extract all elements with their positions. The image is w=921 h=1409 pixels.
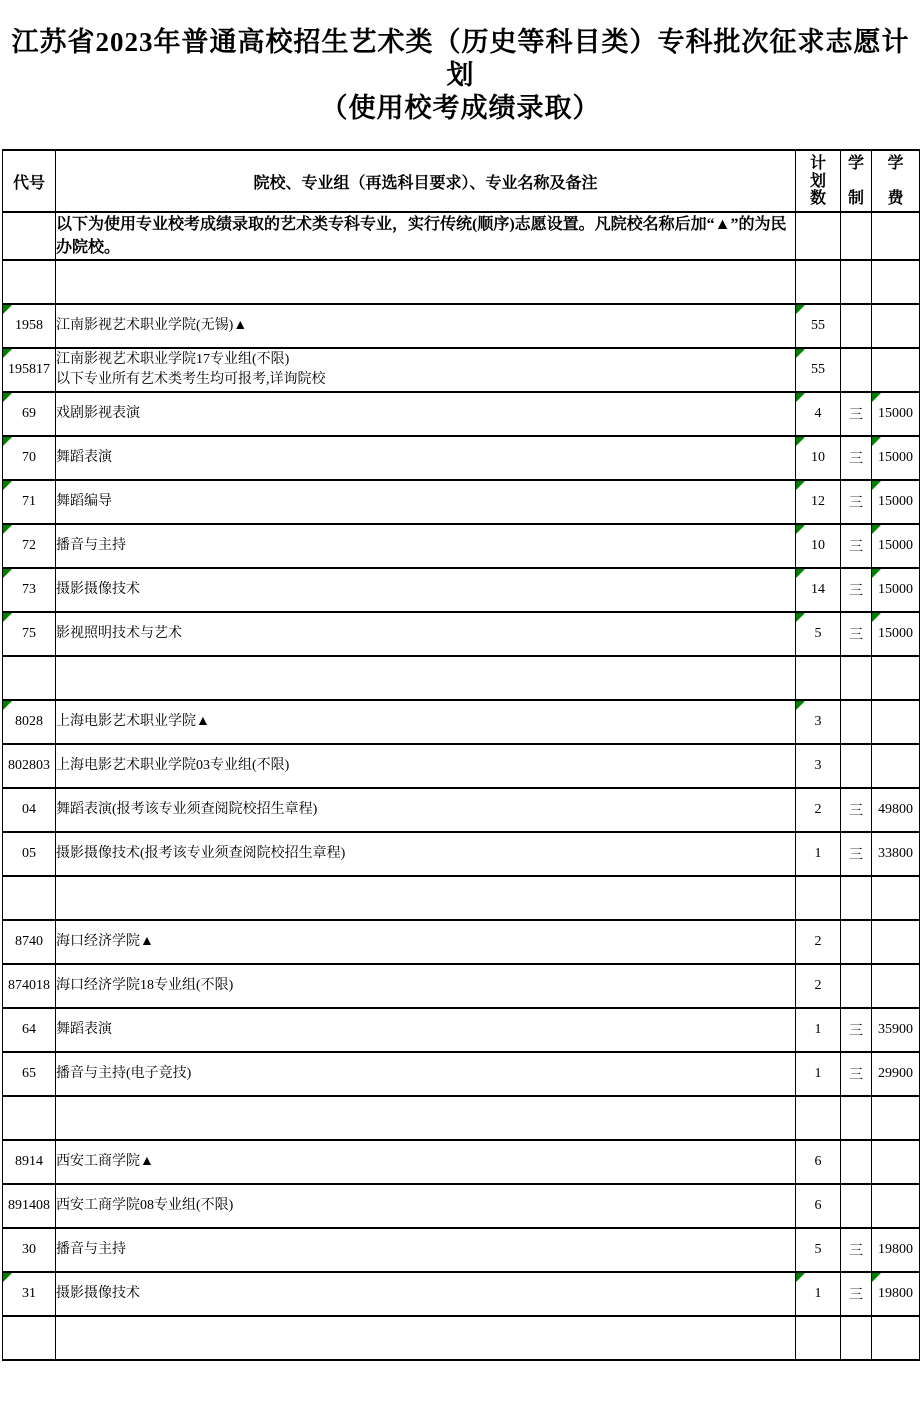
cell-plan [796,1316,841,1360]
name-value: 海口经济学院▲ [56,934,154,949]
header-main: 院校、专业组（再选科目要求）、专业名称及备注 [56,150,796,212]
plan-value: 10 [811,450,825,465]
cell-name [56,1140,796,1184]
blank-row [3,1316,920,1360]
green-corner-marker-icon [796,569,805,578]
cell-name [56,304,796,348]
duration-value: 三 [849,1244,863,1259]
cell-plan [796,700,841,744]
cell-fee [872,436,920,480]
fee-value: 15000 [878,582,913,597]
name-value: 摄影摄像技术 [56,1286,140,1301]
group-row [3,744,920,788]
major-row [3,436,920,480]
fee-value: 35900 [878,1022,913,1037]
cell-duration [841,1316,872,1360]
cell-code [3,656,56,700]
table-body [3,212,920,1360]
cell-fee [872,348,920,392]
green-corner-marker-icon [3,481,12,490]
duration-value: 三 [849,1288,863,1303]
cell-plan [796,304,841,348]
name-value: 上海电影艺术职业学院▲ [56,714,210,729]
code-value: 30 [22,1242,36,1257]
cell-name [56,1272,796,1316]
cell-fee [872,304,920,348]
blank-row [3,876,920,920]
plan-value: 12 [811,494,825,509]
cell-name [56,1316,796,1360]
cell-duration [841,1140,872,1184]
cell-name [56,612,796,656]
fee-value: 15000 [878,494,913,509]
cell-code [3,744,56,788]
name-value: 播音与主持 [56,1242,126,1257]
code-value: 71 [22,494,36,509]
blank-row [3,260,920,304]
green-corner-marker-icon [796,701,805,710]
cell-duration [841,832,872,876]
cell-duration [841,260,872,304]
green-corner-marker-icon [3,437,12,446]
name-value: 舞蹈表演 [56,1022,112,1037]
duration-value: 三 [849,848,863,863]
plan-value: 3 [814,714,822,729]
cell-duration [841,1096,872,1140]
major-row [3,788,920,832]
cell-fee [872,1184,920,1228]
cell-fee [872,1228,920,1272]
cell-plan [796,1008,841,1052]
plan-value: 3 [814,758,822,773]
name-value: 播音与主持 [56,538,126,553]
group-row [3,1184,920,1228]
cell-duration [841,212,872,260]
fee-value: 33800 [878,846,913,861]
header-char: 划 [809,172,826,190]
code-value: 195817 [8,362,50,377]
cell-code [3,524,56,568]
cell-fee [872,612,920,656]
code-value: 70 [22,450,36,465]
header-duration [841,150,872,212]
name-value: 摄影摄像技术 [56,582,140,597]
cell-fee [872,524,920,568]
name-value: 上海电影艺术职业学院03专业组(不限) [56,758,290,773]
group-row [3,348,920,392]
cell-code [3,480,56,524]
green-corner-marker-icon [872,525,881,534]
green-corner-marker-icon [872,393,881,402]
fee-value: 29900 [878,1066,913,1081]
plan-value: 1 [814,1286,822,1301]
cell-code [3,392,56,436]
cell-code [3,304,56,348]
major-row [3,524,920,568]
major-row [3,1008,920,1052]
cell-name [56,788,796,832]
document-title [0,26,921,125]
cell-code [3,1008,56,1052]
cell-duration [841,788,872,832]
fee-value: 15000 [878,626,913,641]
cell-name [56,656,796,700]
cell-plan [796,788,841,832]
code-value: 73 [22,582,36,597]
plan-value: 6 [814,1154,822,1169]
cell-code [3,788,56,832]
cell-fee [872,964,920,1008]
green-corner-marker-icon [796,349,805,358]
cell-name [56,1228,796,1272]
duration-value: 三 [849,584,863,599]
major-row [3,832,920,876]
cell-plan [796,480,841,524]
green-corner-marker-icon [796,525,805,534]
duration-value: 三 [849,496,863,511]
plan-table [2,149,920,1361]
cell-fee [872,1140,920,1184]
cell-code [3,832,56,876]
name-value: 西安工商学院▲ [56,1154,154,1169]
cell-duration [841,392,872,436]
cell-plan [796,832,841,876]
major-row [3,1228,920,1272]
major-row [3,480,920,524]
cell-duration [841,304,872,348]
cell-plan [796,524,841,568]
cell-fee [872,568,920,612]
green-corner-marker-icon [3,701,12,710]
cell-name [56,524,796,568]
plan-value: 10 [811,538,825,553]
name-value: 江南影视艺术职业学院17专业组(不限) [56,352,290,367]
cell-duration [841,612,872,656]
cell-fee [872,788,920,832]
name-value: 播音与主持(电子竞技) [56,1066,192,1081]
cell-fee [872,876,920,920]
cell-plan [796,612,841,656]
cell-fee [872,1008,920,1052]
code-value: 31 [22,1286,36,1301]
cell-fee [872,1316,920,1360]
fee-value: 49800 [878,802,913,817]
code-value: 8740 [15,934,43,949]
group-row [3,964,920,1008]
school-row [3,700,920,744]
plan-value: 14 [811,582,825,597]
cell-code [3,700,56,744]
cell-duration [841,1008,872,1052]
code-value: 69 [22,406,36,421]
green-corner-marker-icon [3,525,12,534]
duration-value: 三 [849,804,863,819]
plan-value: 2 [814,978,822,993]
cell-duration [841,436,872,480]
blank-row [3,1096,920,1140]
green-corner-marker-icon [872,1273,881,1282]
note-text: 以下为使用专业校考成绩录取的艺术类专科专业，实行传统(顺序)志愿设置。凡院校名称后加“▲”的为民办院校。 [56,212,796,260]
major-row [3,568,920,612]
cell-plan [796,348,841,392]
plan-value: 55 [811,362,825,377]
duration-value: 三 [849,1068,863,1083]
fee-value: 15000 [878,406,913,421]
cell-plan [796,212,841,260]
cell-plan [796,260,841,304]
cell-duration [841,876,872,920]
plan-value: 1 [814,1022,822,1037]
plan-value: 55 [811,318,825,333]
fee-value: 19800 [878,1286,913,1301]
plan-value: 2 [814,934,822,949]
major-row [3,1052,920,1096]
green-corner-marker-icon [796,1273,805,1282]
cell-duration [841,656,872,700]
cell-name [56,1096,796,1140]
cell-fee [872,920,920,964]
green-corner-marker-icon [796,481,805,490]
cell-code [3,1228,56,1272]
cell-fee [872,392,920,436]
code-value: 72 [22,538,36,553]
code-value: 8028 [15,714,43,729]
header-fee [872,150,920,212]
cell-fee [872,656,920,700]
name-value: 戏剧影视表演 [56,406,140,421]
duration-value: 三 [849,540,863,555]
major-row [3,392,920,436]
code-value: 05 [22,846,36,861]
plan-value: 5 [814,1242,822,1257]
blank-row [3,656,920,700]
duration-value: 三 [849,628,863,643]
document-title-line1: 江苏省2023年普通高校招生艺术类（历史等科目类）专科批次征求志愿计划 [11,27,910,90]
name-value: 西安工商学院08专业组(不限) [56,1198,234,1213]
name-value: 影视照明技术与艺术 [56,626,182,641]
major-row [3,1272,920,1316]
cell-fee [872,1052,920,1096]
cell-plan [796,920,841,964]
green-corner-marker-icon [872,569,881,578]
school-row [3,1140,920,1184]
cell-plan [796,656,841,700]
cell-fee [872,212,920,260]
cell-name [56,832,796,876]
header-char: 费 [887,190,904,207]
plan-value: 5 [814,626,822,641]
cell-code [3,920,56,964]
green-corner-marker-icon [3,393,12,402]
cell-code [3,1140,56,1184]
cell-name [56,436,796,480]
cell-name [56,876,796,920]
name-value: 江南影视艺术职业学院(无锡)▲ [56,318,248,333]
cell-duration [841,348,872,392]
note-row [3,212,920,260]
code-value: 802803 [8,758,50,773]
cell-code [3,612,56,656]
major-row [3,612,920,656]
cell-fee [872,832,920,876]
cell-duration [841,920,872,964]
code-value: 64 [22,1022,36,1037]
cell-name [56,260,796,304]
cell-duration [841,1184,872,1228]
name-value: 舞蹈编导 [56,494,112,509]
name-value: 海口经济学院18专业组(不限) [56,978,234,993]
green-corner-marker-icon [796,393,805,402]
cell-name [56,568,796,612]
code-value: 8914 [15,1154,43,1169]
green-corner-marker-icon [872,437,881,446]
plan-value: 2 [814,802,822,817]
cell-plan [796,1272,841,1316]
school-row [3,920,920,964]
green-corner-marker-icon [3,613,12,622]
cell-plan [796,876,841,920]
cell-code [3,876,56,920]
name-subnote: 以下专业所有艺术类考生均可报考,详询院校 [56,372,326,387]
cell-duration [841,568,872,612]
cell-name [56,964,796,1008]
cell-plan [796,744,841,788]
cell-name [56,700,796,744]
name-value: 摄影摄像技术(报考该专业须查阅院校招生章程) [56,846,346,861]
header-char: 制 [847,190,864,207]
cell-duration [841,964,872,1008]
green-corner-marker-icon [796,613,805,622]
header-char: 数 [809,190,826,207]
cell-duration [841,1272,872,1316]
cell-fee [872,260,920,304]
school-row [3,304,920,348]
cell-duration [841,1228,872,1272]
cell-fee [872,700,920,744]
document-title-line2: （使用校考成绩录取） [320,93,601,123]
green-corner-marker-icon [3,1273,12,1282]
cell-code [3,1272,56,1316]
cell-plan [796,568,841,612]
header-char: 学 [887,155,904,172]
cell-name [56,392,796,436]
green-corner-marker-icon [872,481,881,490]
cell-duration [841,480,872,524]
name-value: 舞蹈表演 [56,450,112,465]
green-corner-marker-icon [3,305,12,314]
cell-name [56,348,796,392]
code-value: 1958 [15,318,43,333]
code-value: 65 [22,1066,36,1081]
green-corner-marker-icon [872,613,881,622]
cell-duration [841,524,872,568]
cell-duration [841,700,872,744]
name-value: 舞蹈表演(报考该专业须查阅院校招生章程) [56,802,318,817]
cell-plan [796,1096,841,1140]
cell-code [3,436,56,480]
cell-code [3,260,56,304]
cell-name [56,1052,796,1096]
fee-value: 15000 [878,538,913,553]
header-row [3,150,920,212]
cell-plan [796,436,841,480]
cell-duration [841,744,872,788]
cell-code [3,212,56,260]
duration-value: 三 [849,1024,863,1039]
cell-name [56,920,796,964]
cell-plan [796,1184,841,1228]
cell-plan [796,1140,841,1184]
fee-value: 19800 [878,1242,913,1257]
duration-value: 三 [849,452,863,467]
code-value: 891408 [8,1198,50,1213]
cell-code [3,964,56,1008]
plan-value: 4 [814,406,822,421]
fee-value: 15000 [878,450,913,465]
code-value: 04 [22,802,36,817]
cell-fee [872,480,920,524]
cell-name [56,480,796,524]
cell-duration [841,1052,872,1096]
duration-value: 三 [849,408,863,423]
green-corner-marker-icon [3,349,12,358]
cell-name [56,1184,796,1228]
cell-code [3,568,56,612]
cell-fee [872,1096,920,1140]
cell-plan [796,392,841,436]
cell-plan [796,1052,841,1096]
cell-plan [796,964,841,1008]
header-code: 代号 [3,150,56,212]
cell-fee [872,1272,920,1316]
cell-code [3,1184,56,1228]
header-char: 学 [847,155,864,172]
code-value: 874018 [8,978,50,993]
plan-value: 1 [814,846,822,861]
cell-code [3,1052,56,1096]
cell-name [56,1008,796,1052]
cell-plan [796,1228,841,1272]
cell-fee [872,744,920,788]
header-plan [796,150,841,212]
green-corner-marker-icon [3,569,12,578]
plan-value: 1 [814,1066,822,1081]
green-corner-marker-icon [796,437,805,446]
plan-value: 6 [814,1198,822,1213]
cell-code [3,348,56,392]
cell-code [3,1316,56,1360]
cell-name [56,744,796,788]
code-value: 75 [22,626,36,641]
green-corner-marker-icon [796,305,805,314]
header-char: 计 [809,155,826,172]
cell-code [3,1096,56,1140]
